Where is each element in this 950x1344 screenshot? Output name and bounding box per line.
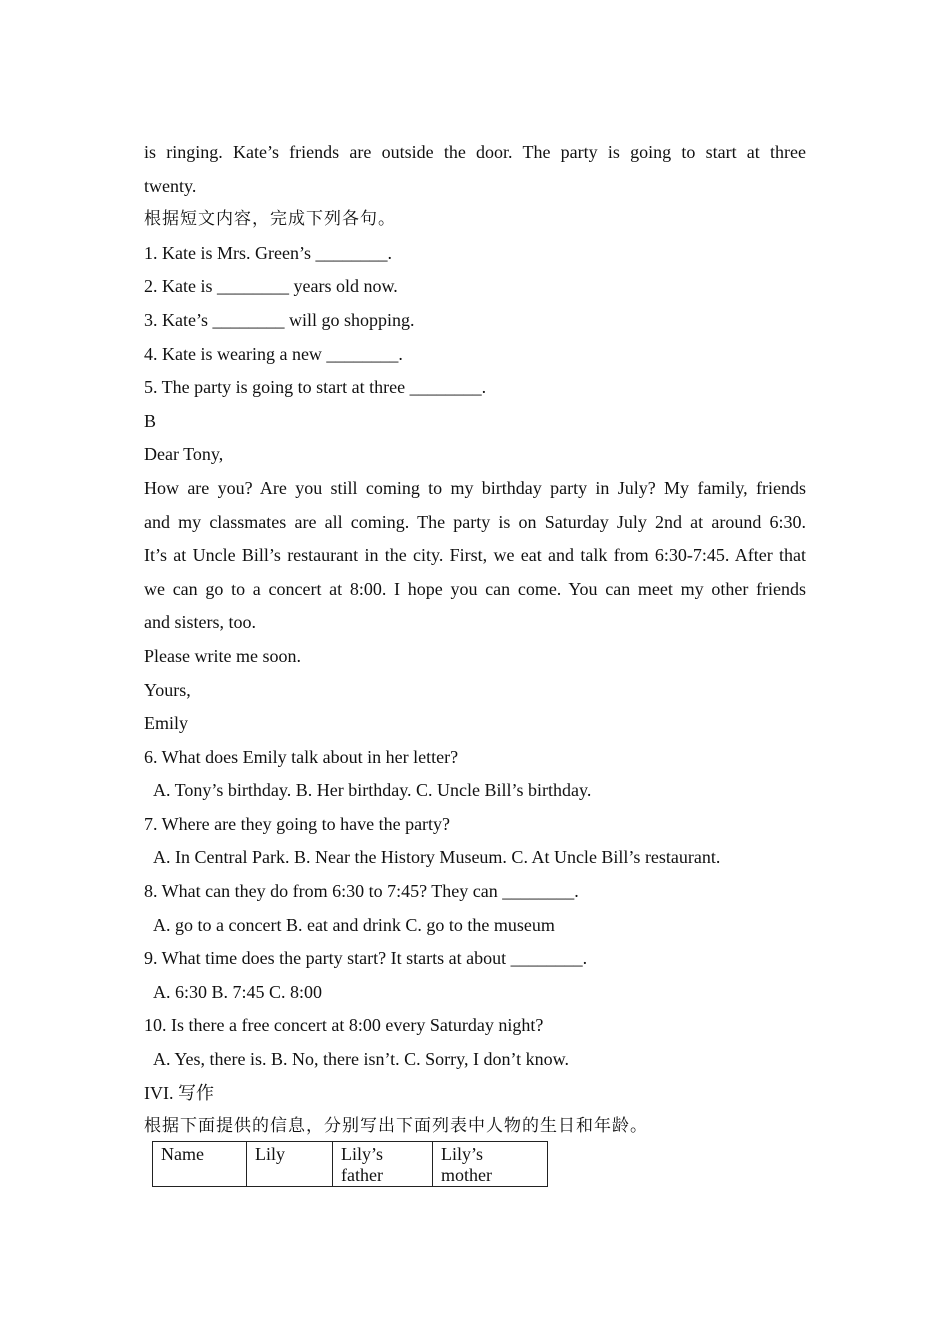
fill-item-1: 1. Kate is Mrs. Green’s ________. <box>144 242 392 263</box>
table-header-lily-mother-line-2: mother <box>441 1165 492 1185</box>
fill-item-3: 3. Kate’s ________ will go shopping. <box>144 309 415 330</box>
section-a-instruction: 根据短文内容，完成下列各句。 <box>144 209 396 230</box>
table-header-lily-mother-line-1: Lily’s <box>441 1144 484 1164</box>
letter-body-line-3: It’s at Uncle Bill’s restaurant in the city. First, we eat and talk from 6:30-7:45. After that <box>144 545 806 566</box>
document-page <box>144 136 806 1144</box>
question-10: 10. Is there a free concert at 8:00 every Saturday night? <box>144 1015 544 1036</box>
fill-item-5: 5. The party is going to start at three ________. <box>144 377 487 398</box>
writing-heading: IVI. 写作 <box>144 1082 214 1103</box>
table-header-lily-father-line-1: Lily’s <box>341 1144 384 1164</box>
question-9-options: A. 6:30 B. 7:45 C. 8:00 <box>153 981 323 1002</box>
table-row <box>153 1142 548 1187</box>
letter-body-line-4: we can go to a concert at 8:00. I hope you can come. You can meet my other friends <box>144 578 806 599</box>
passage-a-end-line-1: is ringing. Kate’s friends are outside the door. The party is going to start at three <box>144 142 806 162</box>
letter-body-line-1: How are you? Are you still coming to my birthday party in July? My family, friends <box>144 477 806 498</box>
table-header-name: Name <box>153 1142 247 1187</box>
section-b-label: B <box>144 410 157 431</box>
passage-a-end-line-2: twenty. <box>144 175 197 196</box>
letter-body-line-2: and my classmates are all coming. The party is on Saturday July 2nd at around 6:30. <box>144 511 806 532</box>
question-6: 6. What does Emily talk about in her letter? <box>144 746 459 767</box>
table-header-lily-father <box>333 1142 433 1187</box>
question-6-options: A. Tony’s birthday. B. Her birthday. C. Uncle Bill’s birthday. <box>153 780 592 801</box>
question-8-options: A. go to a concert B. eat and drink C. go to the museum <box>153 914 555 935</box>
writing-instruction: 根据下面提供的信息，分别写出下面列表中人物的生日和年龄。 <box>144 1116 648 1137</box>
letter-body-line-5: and sisters, too. <box>144 612 256 633</box>
fill-item-4: 4. Kate is wearing a new ________. <box>144 343 403 364</box>
table-header-lily-father-line-2: father <box>341 1165 383 1185</box>
letter-closing-request: Please write me soon. <box>144 645 301 666</box>
question-7-options: A. In Central Park. B. Near the History Museum. C. At Uncle Bill’s restaurant. <box>153 847 721 868</box>
question-10-options: A. Yes, there is. B. No, there isn’t. C. Sorry, I don’t know. <box>153 1049 569 1070</box>
letter-greeting: Dear Tony, <box>144 444 224 465</box>
fill-item-2: 2. Kate is ________ years old now. <box>144 276 398 297</box>
question-9: 9. What time does the party start? It starts at about ________. <box>144 948 588 969</box>
info-table <box>152 1141 548 1187</box>
question-8: 8. What can they do from 6:30 to 7:45? They can ________. <box>144 881 579 902</box>
table-header-lily: Lily <box>247 1142 333 1187</box>
letter-signature: Emily <box>144 713 188 734</box>
question-7: 7. Where are they going to have the party? <box>144 813 451 834</box>
table-header-lily-mother <box>433 1142 548 1187</box>
letter-sign-off: Yours, <box>144 679 191 700</box>
